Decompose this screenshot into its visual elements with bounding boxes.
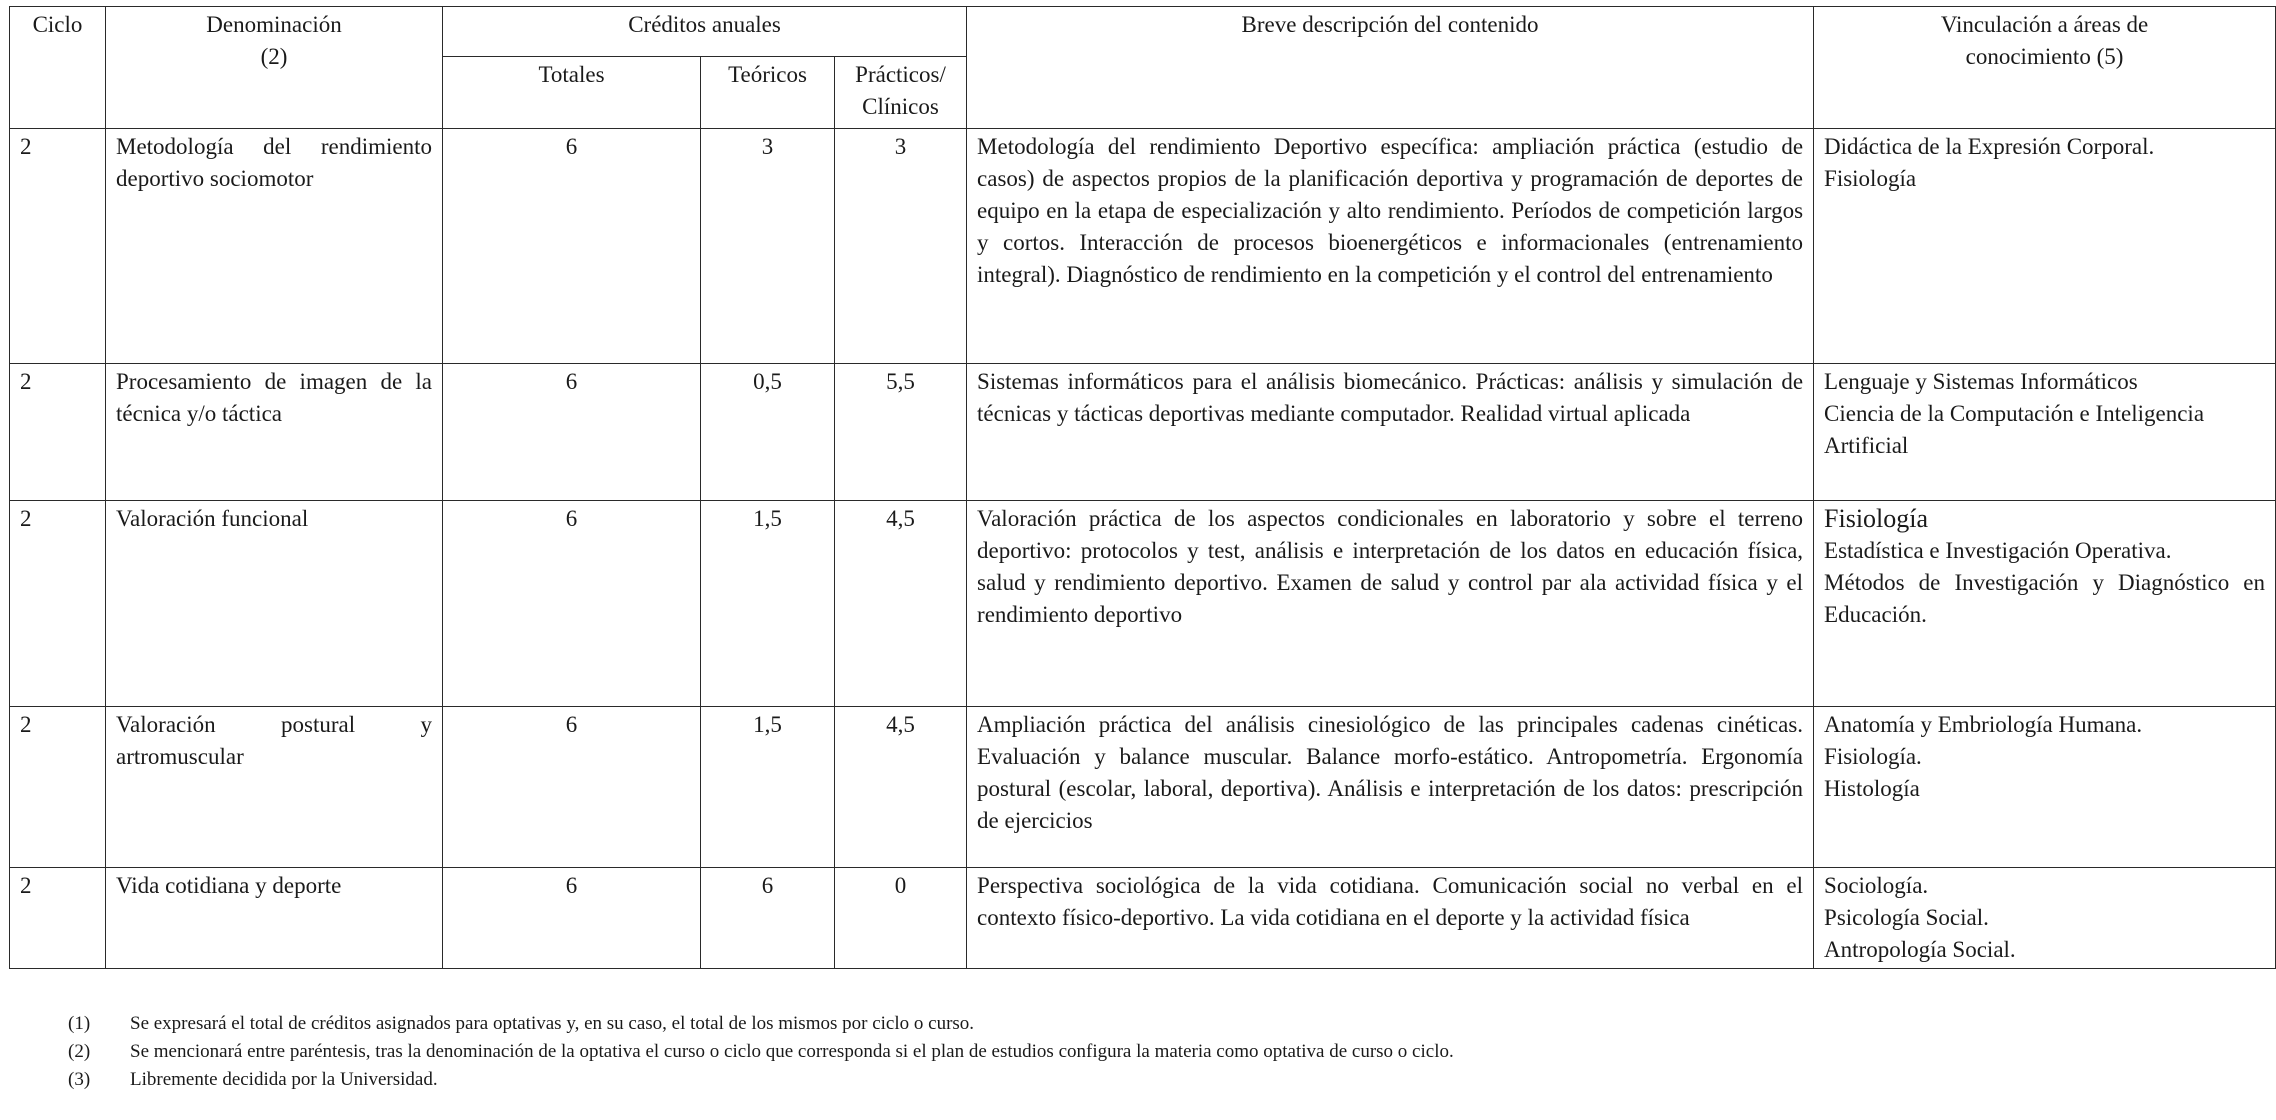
row-areas — [1814, 868, 2276, 969]
row-practicos: 0 — [835, 868, 967, 969]
row-totales: 6 — [443, 364, 701, 501]
table-row — [10, 707, 2276, 868]
table-row — [10, 364, 2276, 501]
header-denominacion-label: Denominación — [206, 12, 342, 37]
header-creditos-anuales: Créditos anuales — [443, 7, 967, 57]
row-denominacion: Procesamiento de imagen de la técnica y/o táctica — [106, 364, 443, 501]
table-row — [10, 501, 2276, 707]
table-row — [10, 129, 2276, 364]
area-item: Histología — [1824, 776, 1920, 801]
row-denominacion: Valoración funcional — [106, 501, 443, 707]
row-teoricos: 0,5 — [701, 364, 835, 501]
row-descripcion: Ampliación práctica del análisis cinesiológico de las principales cadenas cinéticas. Evaluación y balance muscular. Balance morfo-estático. Antropometría. Ergonomía postural (escolar, laboral, deportiva). Análisis e interpretación de los datos: prescripción de ejercicios — [967, 707, 1814, 868]
row-totales: 6 — [443, 129, 701, 364]
row-teoricos: 1,5 — [701, 707, 835, 868]
row-teoricos: 1,5 — [701, 501, 835, 707]
header-descripcion: Breve descripción del contenido — [967, 7, 1814, 129]
row-practicos: 4,5 — [835, 501, 967, 707]
row-ciclo: 2 — [10, 129, 106, 364]
footnote-number: (2) — [68, 1041, 91, 1062]
row-denominacion: Vida cotidiana y deporte — [106, 868, 443, 969]
area-item: Estadística e Investigación Operativa. — [1824, 538, 2172, 563]
row-denominacion: Valoración postural y artromuscular — [106, 707, 443, 868]
footnote-text: Se expresará el total de créditos asignados para optativas y, en su caso, el total de los mismos por ciclo o curso. — [130, 1013, 975, 1034]
area-item: Métodos de Investigación y Diagnóstico en Educación. — [1824, 570, 2266, 627]
row-areas — [1814, 707, 2276, 868]
header-teoricos: Teóricos — [701, 57, 835, 129]
header-ciclo: Ciclo — [10, 7, 106, 129]
area-item: Lenguaje y Sistemas Informáticos — [1824, 369, 2138, 394]
header-practicos — [835, 57, 967, 129]
row-practicos: 3 — [835, 129, 967, 364]
footnote-text: Se mencionará entre paréntesis, tras la denominación de la optativa el curso o ciclo que corresponda si el plan de estudios configura la materia como optativa de curso o ciclo. — [130, 1041, 1454, 1062]
header-denominacion — [106, 7, 443, 129]
row-areas — [1814, 129, 2276, 364]
area-item: Fisiología — [1824, 504, 1929, 533]
row-descripcion: Valoración práctica de los aspectos condicionales en laboratorio y sobre el terreno deportivo: protocolos y test, análisis e interpretación de los datos en educación física, salud y rendimiento deportivo. Examen de salud y control par ala actividad física y el rendimiento deportivo — [967, 501, 1814, 707]
row-areas — [1814, 364, 2276, 501]
optativas-table — [9, 6, 2276, 969]
row-practicos: 5,5 — [835, 364, 967, 501]
row-ciclo: 2 — [10, 364, 106, 501]
row-ciclo: 2 — [10, 707, 106, 868]
header-vinculacion-line1: Vinculación a áreas de — [1940, 12, 2149, 37]
area-item: Psicología Social. — [1824, 905, 1989, 930]
footnote-item — [68, 1010, 1454, 1038]
footnote-item — [68, 1038, 1454, 1066]
header-totales: Totales — [443, 57, 701, 129]
area-item: Anatomía y Embriología Humana. — [1824, 712, 2143, 737]
area-item: Didáctica de la Expresión Corporal. — [1824, 134, 2155, 159]
area-item: Sociología. — [1824, 873, 1929, 898]
row-teoricos: 6 — [701, 868, 835, 969]
row-totales: 6 — [443, 868, 701, 969]
row-totales: 6 — [443, 707, 701, 868]
area-item: Ciencia de la Computación e Inteligencia Artificial — [1824, 401, 2205, 458]
row-descripcion: Perspectiva sociológica de la vida cotidiana. Comunicación social no verbal en el contexto físico-deportivo. La vida cotidiana en el deporte y la actividad física — [967, 868, 1814, 969]
row-practicos: 4,5 — [835, 707, 967, 868]
table-row — [10, 868, 2276, 969]
footnote-number: (3) — [68, 1069, 91, 1090]
header-practicos-line1: Prácticos/ — [855, 62, 946, 87]
header-vinculacion-line2: conocimiento (5) — [1965, 44, 2124, 69]
row-descripcion: Metodología del rendimiento Deportivo específica: ampliación práctica (estudio de casos) de aspectos propios de la planificación deportiva y programación de deportes de equipo en la etapa de especialización y alto rendimiento. Períodos de competición largos y cortos. Interacción de procesos bioenergéticos e informacionales (entrenamiento integral). Diagnóstico de rendimiento en la competición y el control del entrenamiento — [967, 129, 1814, 364]
area-item: Antropología Social. — [1824, 937, 2016, 962]
footnote-item — [68, 1066, 1454, 1094]
header-denominacion-note: (2) — [260, 44, 288, 69]
row-areas — [1814, 501, 2276, 707]
footnote-number: (1) — [68, 1013, 91, 1034]
row-ciclo: 2 — [10, 868, 106, 969]
row-ciclo: 2 — [10, 501, 106, 707]
footnote-text: Libremente decidida por la Universidad. — [130, 1069, 438, 1090]
row-totales: 6 — [443, 501, 701, 707]
area-item: Fisiología — [1824, 166, 1917, 191]
footnotes — [68, 1010, 1454, 1094]
header-practicos-line2: Clínicos — [862, 94, 939, 119]
header-vinculacion — [1814, 7, 2276, 129]
row-teoricos: 3 — [701, 129, 835, 364]
row-denominacion: Metodología del rendimiento deportivo sociomotor — [106, 129, 443, 364]
row-descripcion: Sistemas informáticos para el análisis biomecánico. Prácticas: análisis y simulación de técnicas y tácticas deportivas mediante computador. Realidad virtual aplicada — [967, 364, 1814, 501]
area-item: Fisiología. — [1824, 744, 1922, 769]
